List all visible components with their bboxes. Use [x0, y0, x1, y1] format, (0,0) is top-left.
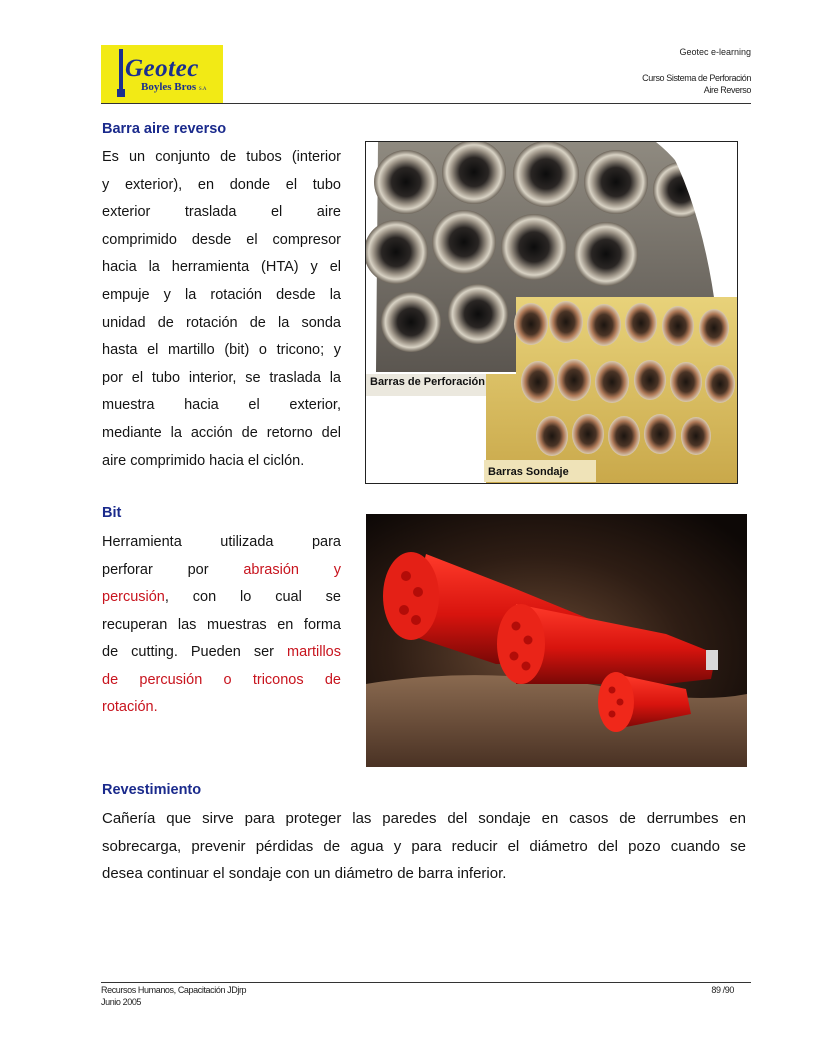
drill-rods-image [366, 142, 738, 484]
paragraph-revestimiento [102, 805, 746, 888]
text-line: exterior traslada el aire [102, 204, 341, 221]
paragraph-barra [102, 144, 341, 475]
logo-subtitle: Boyles Bros S.A [141, 81, 207, 93]
drill-bits-image [366, 514, 747, 767]
text-line: recuperan las muestras en forma [102, 616, 341, 633]
footer-author: Recursos Humanos, Capacitación JDjrp [101, 985, 247, 995]
header-rule [101, 103, 751, 104]
photo-drill-bits [366, 514, 747, 767]
logo-wordmark: Geotec [125, 55, 199, 82]
paragraph-bit [102, 529, 341, 722]
geotec-logo [101, 45, 223, 103]
text-line: por el tubo interior, se traslada la [102, 369, 341, 386]
text-line: Es un conjunto de tubos (interior [102, 149, 341, 165]
text-line: perforar por abrasión y [102, 561, 341, 578]
text-line: Herramienta utilizada para [102, 534, 341, 550]
text-line: rotación. [102, 699, 158, 715]
text-line: empuje y la rotación desde la [102, 286, 341, 303]
footer-date: Junio 2005 [101, 997, 142, 1007]
heading-barra-aire-reverso: Barra aire reverso [102, 121, 227, 137]
header-course: Curso Sistema de Perforación [642, 73, 751, 83]
text-line: Cañería que sirve para proteger las paredes del sondaje en casos de derrumbes en [102, 810, 746, 827]
text-line: unidad de rotación de la sonda [102, 314, 341, 331]
text-line: sobrecarga, prevenir pérdidas de agua y para reducir el diámetro del pozo cuando se [102, 837, 746, 855]
text-line: y exterior), en donde el tubo [102, 176, 341, 193]
heading-revestimiento: Revestimiento [102, 782, 202, 798]
text-line: percusión, con lo cual se [102, 589, 341, 605]
header-topic: Aire Reverso [703, 85, 751, 95]
text-line: aire comprimido hacia el ciclón. [102, 452, 305, 469]
page-number: 89 /90 [711, 985, 734, 995]
drill-tower-icon [117, 49, 125, 97]
text-line: hacia la herramienta (HTA) y el [102, 259, 341, 276]
text-line: muestra hacia el exterior, [102, 397, 341, 414]
text-line: hasta el martillo (bit) o tricono; y [102, 342, 341, 359]
text-line: mediante la acción de retorno del [102, 424, 341, 441]
text-line: desea continuar el sondaje con un diámetro de barra inferior. [102, 865, 507, 882]
footer-rule [101, 982, 751, 983]
photo-drill-rods [365, 141, 738, 484]
heading-bit: Bit [102, 505, 122, 521]
caption-barras-sondaje: Barras Sondaje [488, 466, 569, 478]
header-site: Geotec e-learning [679, 47, 751, 57]
caption-barras-perforacion: Barras de Perforación [370, 376, 485, 388]
text-line: de percusión o triconos de [102, 671, 341, 688]
text-line: de cutting. Pueden ser martillos [102, 644, 341, 660]
text-line: comprimido desde el compresor [102, 231, 341, 248]
